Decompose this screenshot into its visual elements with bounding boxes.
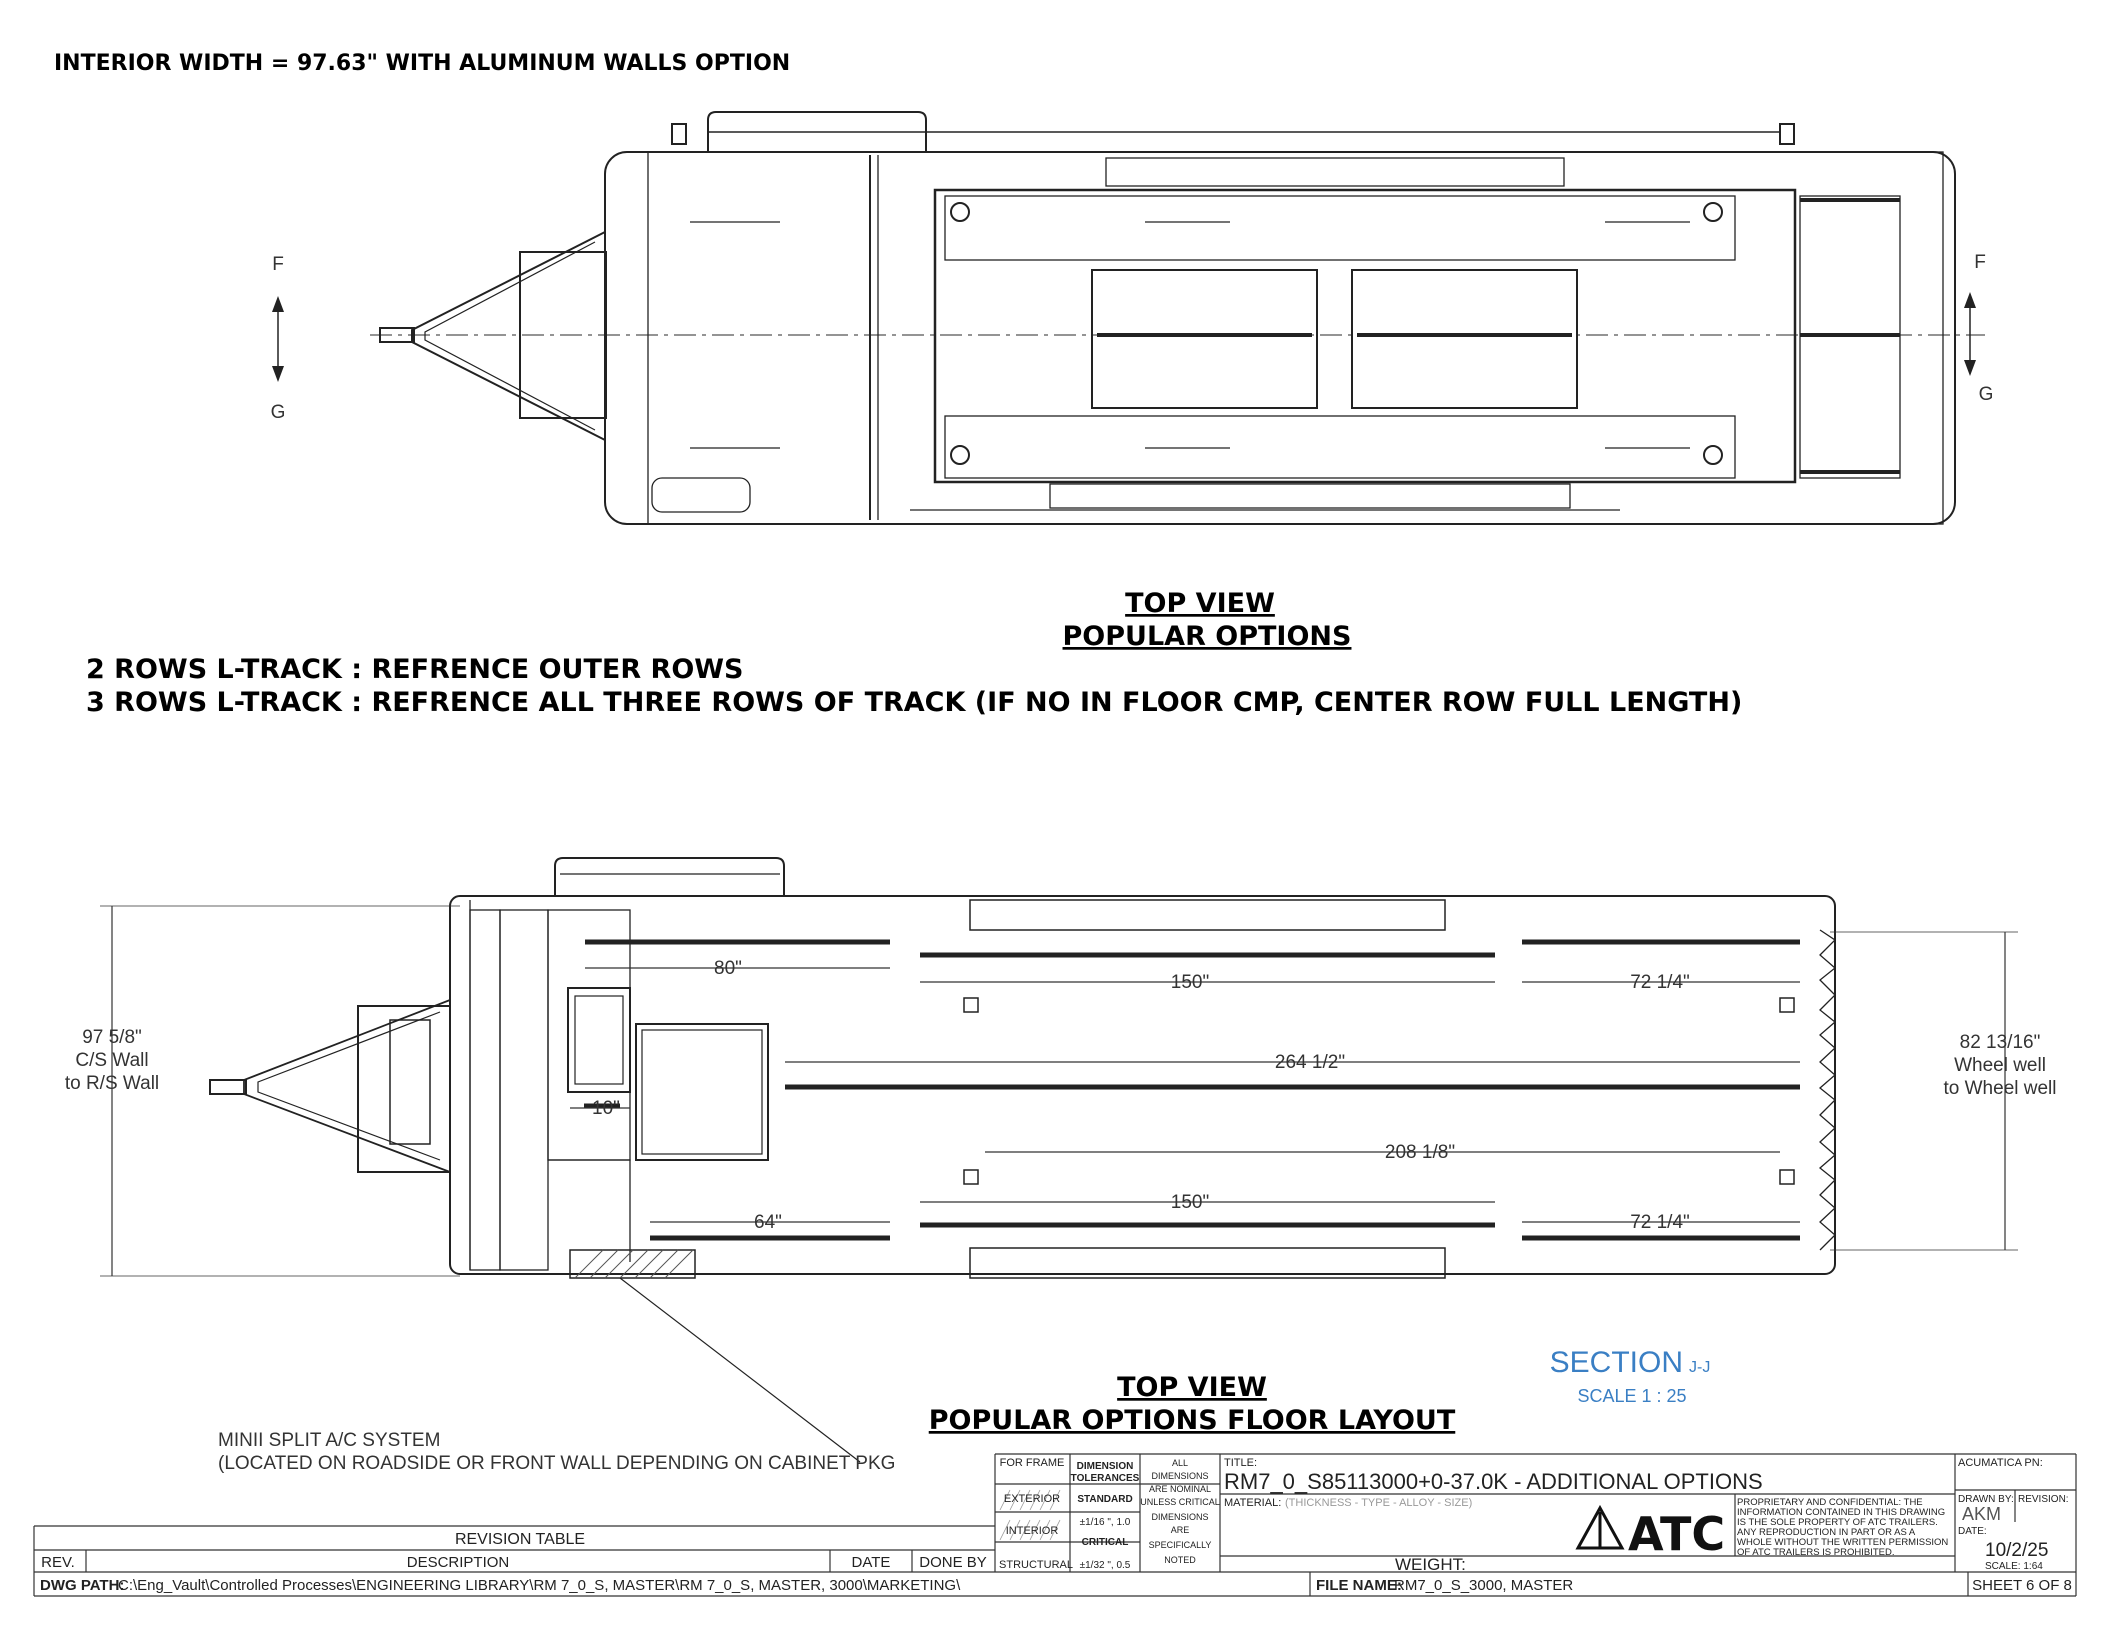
- section-marker-g-left: G: [270, 402, 286, 423]
- view1-title: TOP VIEW: [1125, 588, 1275, 619]
- dim-tol-1: DIMENSION: [1076, 1461, 1134, 1472]
- ac-callout-line-1: MINII SPLIT A/C SYSTEM: [218, 1430, 441, 1451]
- ac-leader: [620, 1278, 860, 1462]
- rev-col: REV.: [41, 1554, 75, 1571]
- drawn-by-value: AKM: [1962, 1504, 2002, 1524]
- file-name: RM7_0_S_3000, MASTER: [1394, 1577, 1574, 1594]
- critical-value: ±1/32 ", 0.5: [1079, 1560, 1131, 1571]
- left-dim-label-2: to R/S Wall: [64, 1073, 160, 1094]
- dim-264: 264 1/2": [1274, 1052, 1346, 1073]
- view2-subtitle: POPULAR OPTIONS FLOOR LAYOUT: [928, 1405, 1456, 1436]
- dim-150-top: 150": [1170, 972, 1210, 993]
- dim-10: 10": [592, 1098, 620, 1119]
- file-name-label: FILE NAME:: [1316, 1577, 1402, 1594]
- description-col: DESCRIPTION: [406, 1554, 510, 1571]
- right-dim-value: 82 13/16": [1959, 1032, 2041, 1053]
- right-dim-label-1: Wheel well: [1954, 1055, 2046, 1076]
- section-label: SECTION J-J: [1549, 1346, 1711, 1379]
- dim-80: 80": [714, 958, 742, 979]
- atc-logo: [1578, 1507, 1725, 1561]
- title-label: TITLE:: [1224, 1457, 1258, 1469]
- section-marker-g-right: G: [1978, 384, 1994, 405]
- proprietary-5: WHOLE WITHOUT THE WRITTEN PERMISSION: [1737, 1537, 1949, 1548]
- nominal-note-3: ARE NOMINAL: [1148, 1484, 1212, 1494]
- trailer-top-view: [370, 112, 1985, 524]
- proprietary-6: OF ATC TRAILERS IS PROHIBITED.: [1737, 1547, 1895, 1558]
- sheet-number: SHEET 6 OF 8: [1972, 1577, 2072, 1594]
- left-dim-value: 97 5/8": [82, 1027, 142, 1048]
- dimension-lines: [100, 906, 2018, 1276]
- nominal-note-4: UNLESS CRITICAL: [1140, 1497, 1220, 1507]
- date-col: DATE: [851, 1554, 891, 1571]
- view2-title: TOP VIEW: [1117, 1372, 1267, 1403]
- dim-tol-2: TOLERANCES: [1070, 1473, 1140, 1484]
- scale-value: SCALE: 1:64: [1985, 1561, 2043, 1572]
- dim-208: 208 1/8": [1384, 1142, 1456, 1163]
- note-two-rows: 2 ROWS L-TRACK : REFRENCE OUTER ROWS: [86, 654, 744, 685]
- nominal-note-2: DIMENSIONS: [1151, 1471, 1209, 1481]
- for-frame: FOR FRAME: [999, 1457, 1065, 1469]
- nominal-note-6: ARE: [1170, 1525, 1190, 1535]
- header-note: INTERIOR WIDTH = 97.63" WITH ALUMINUM WALLS OPTION: [54, 51, 791, 76]
- scale-label: SCALE 1 : 25: [1577, 1386, 1687, 1406]
- section-marker-f-right: F: [1974, 252, 1986, 273]
- drawn-by-label: DRAWN BY:: [1958, 1494, 2014, 1505]
- acumatica-label: ACUMATICA PN:: [1958, 1457, 2043, 1469]
- right-dim-label-2: to Wheel well: [1943, 1078, 2057, 1099]
- done-by-col: DONE BY: [919, 1554, 987, 1571]
- dim-72-bottom: 72 1/4": [1630, 1212, 1690, 1233]
- standard-label: STANDARD: [1077, 1494, 1133, 1505]
- proprietary-1: PROPRIETARY AND CONFIDENTIAL: THE: [1737, 1497, 1923, 1508]
- dwg-path: C:\Eng_Vault\Controlled Processes\ENGINEERING LIBRARY\RM 7_0_S, MASTER\RM 7_0_S, MASTER, 3000\MARKETING\: [118, 1577, 961, 1594]
- nominal-note-7: SPECIFICALLY: [1148, 1540, 1212, 1550]
- material-value: (THICKNESS - TYPE - ALLOY - SIZE): [1285, 1497, 1473, 1509]
- logo-text: ATC: [1628, 1507, 1726, 1561]
- structural: STRUCTURAL: [999, 1559, 1073, 1571]
- left-dim-label-1: C/S Wall: [75, 1050, 149, 1071]
- ac-callout-line-2: (LOCATED ON ROADSIDE OR FRONT WALL DEPENDING ON CABINET PKG: [218, 1453, 896, 1474]
- interior: INTERIOR: [1005, 1525, 1059, 1537]
- section-arrow-right: [1964, 292, 1976, 376]
- nominal-note-8: NOTED: [1164, 1555, 1196, 1565]
- note-three-rows: 3 ROWS L-TRACK : REFRENCE ALL THREE ROWS OF TRACK (IF NO IN FLOOR CMP, CENTER ROW FULL LENGTH): [86, 687, 1743, 718]
- nominal-note-5: DIMENSIONS: [1151, 1512, 1209, 1522]
- proprietary-3: IS THE SOLE PROPERTY OF ATC TRAILERS.: [1737, 1517, 1938, 1528]
- dwg-path-label: DWG PATH:: [40, 1577, 125, 1594]
- material-label: MATERIAL:: [1224, 1497, 1282, 1509]
- dim-150-bottom: 150": [1170, 1192, 1210, 1213]
- revision-label: REVISION:: [2018, 1494, 2069, 1505]
- critical-label: CRITICAL: [1081, 1537, 1129, 1548]
- dim-64: 64": [754, 1212, 782, 1233]
- revision-table-label: REVISION TABLE: [454, 1531, 586, 1548]
- standard-value: ±1/16 ", 1.0: [1079, 1517, 1131, 1528]
- nominal-note-1: ALL: [1171, 1458, 1189, 1468]
- section-marker-f-left: F: [272, 254, 284, 275]
- dim-72-top: 72 1/4": [1630, 972, 1690, 993]
- proprietary-2: INFORMATION CONTAINED IN THIS DRAWING: [1737, 1507, 1946, 1518]
- date-value: 10/2/25: [1985, 1540, 2049, 1561]
- date-label: DATE:: [1958, 1526, 1987, 1537]
- section-arrow-left: [272, 296, 284, 382]
- proprietary-4: ANY REPRODUCTION IN PART OR AS A: [1737, 1527, 1916, 1538]
- view1-subtitle: POPULAR OPTIONS: [1062, 621, 1352, 652]
- drawing-title: RM7_0_S85113000+0-37.0K - ADDITIONAL OPTIONS: [1224, 1469, 1763, 1494]
- trailer-floor-layout: [210, 858, 1835, 1278]
- exterior: EXTERIOR: [1003, 1493, 1061, 1505]
- weight-label: WEIGHT:: [1395, 1555, 1466, 1574]
